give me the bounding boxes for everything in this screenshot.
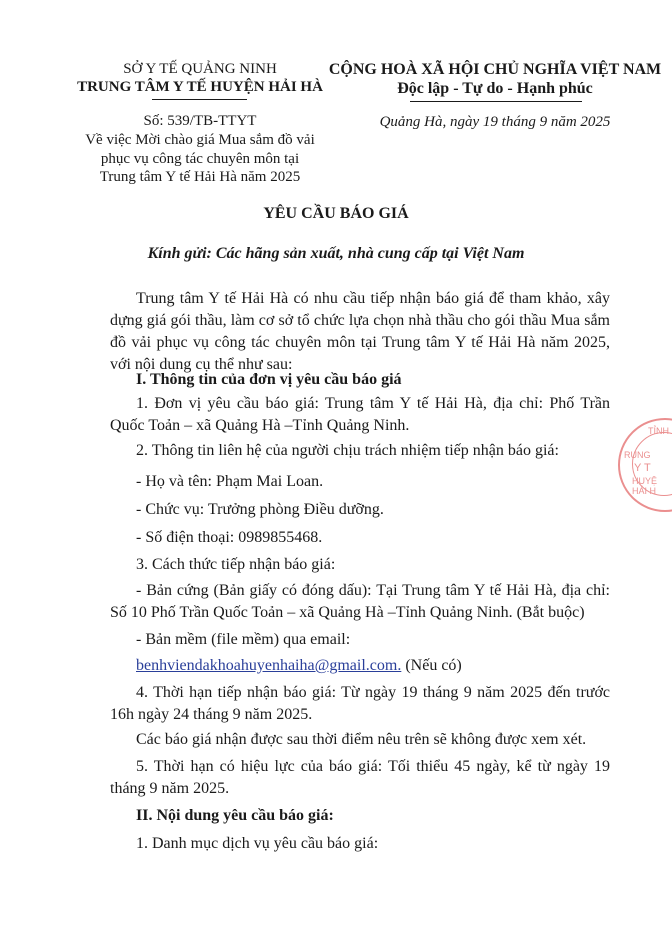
late-note: Các báo giá nhận được sau thời điểm nêu trên sẽ không được xem xét. — [136, 731, 587, 748]
intro-text: Trung tâm Y tế Hải Hà có nhu cầu tiếp nhận báo giá để tham khảo, xây dựng giá gói thầu, làm cơ sở tổ chức lựa chọn nhà thầu cho gói thầu Mua sắm đồ vải phục vụ công tác chuyên môn tại Trung tâm Y tế Hải Hà năm 2025, với nội dung cụ thể như sau: — [110, 290, 610, 373]
item-3-text: 3. Cách thức tiếp nhận báo giá: — [136, 556, 336, 573]
recipient-line: Kính gửi: Các hãng sản xuất, nhà cung cấp tại Việt Nam — [147, 245, 525, 262]
item-5-text: 5. Thời hạn có hiệu lực của báo giá: Tối thiểu 45 ngày, kể từ ngày 19 tháng 9 năm 2025. — [110, 758, 610, 797]
seal-text-3: Y T — [634, 462, 651, 474]
softcopy-text: - Bản mềm (file mềm) qua email: — [136, 631, 351, 648]
subject-line-1: Về việc Mời chào giá Mua sắm đồ vải — [85, 132, 315, 148]
contact-phone: - Số điện thoại: 0989855468. — [136, 529, 323, 546]
item-2-text: 2. Thông tin liên hệ của người chịu trách nhiệm tiếp nhận báo giá: — [136, 442, 559, 459]
item-5-paragraph — [110, 756, 610, 800]
subject-line-2: phục vụ công tác chuyên môn tại — [100, 151, 300, 167]
hardcopy-paragraph — [110, 580, 610, 624]
hardcopy-text: - Bản cứng (Bản giấy có đóng dấu): Tại Trung tâm Y tế Hải Hà, địa chỉ: Số 10 Phố Trần Quốc Toản – xã Quảng Hà –Tỉnh Quảng Ninh. (Bắt buộc) — [110, 582, 610, 621]
seal-text-4: HUYỆ — [632, 476, 658, 486]
subject-line-3: Trung tâm Y tế Hải Hà năm 2025 — [99, 169, 301, 185]
contact-name: - Họ và tên: Phạm Mai Loan. — [136, 473, 324, 490]
item-4-text: 4. Thời hạn tiếp nhận báo giá: Từ ngày 19 tháng 9 năm 2025 đến trước 16h ngày 24 tháng 9 năm 2025. — [110, 684, 610, 723]
seal-text-5: HẢI H — [632, 486, 657, 496]
official-seal-stamp — [618, 418, 672, 512]
nation-name: CỘNG HOÀ XÃ HỘI CHỦ NGHĨA VIỆT NAM — [328, 61, 662, 78]
section-1-title: I. Thông tin của đơn vị yêu cầu báo giá — [136, 371, 402, 388]
item-1-text: 1. Đơn vị yêu cầu báo giá: Trung tâm Y tế Hải Hà, địa chỉ: Phố Trần Quốc Toản – xã Quảng Hà –Tỉnh Quảng Ninh. — [110, 395, 610, 434]
place-date: Quảng Hà, ngày 19 tháng 9 năm 2025 — [379, 114, 611, 130]
item-4-paragraph — [110, 682, 610, 726]
section-2-title: II. Nội dung yêu cầu báo giá: — [136, 807, 334, 824]
document-number: Số: 539/TB-TTYT — [143, 113, 257, 129]
seal-text-2: RUNG — [624, 450, 651, 460]
section-2-item-1: 1. Danh mục dịch vụ yêu cầu báo giá: — [136, 835, 379, 852]
contact-position: - Chức vụ: Trưởng phòng Điều dưỡng. — [136, 501, 384, 518]
intro-paragraph — [110, 288, 610, 376]
seal-text-1: TỈNH — [648, 426, 669, 436]
document-title: YÊU CẦU BÁO GIÁ — [263, 205, 409, 222]
center-name: TRUNG TÂM Y TẾ HUYỆN HẢI HÀ — [77, 79, 323, 95]
email-note: (Nếu có) — [401, 657, 462, 674]
header-underline-right — [410, 101, 582, 102]
email-line — [136, 656, 462, 676]
email-link[interactable]: benhviendakhoahuyenhaiha@gmail.com. — [136, 657, 402, 674]
ministry-name: SỞ Y TẾ QUẢNG NINH — [123, 61, 277, 77]
item-1-paragraph — [110, 393, 610, 437]
header-underline-left — [152, 99, 247, 100]
national-motto: Độc lập - Tự do - Hạnh phúc — [397, 80, 593, 97]
